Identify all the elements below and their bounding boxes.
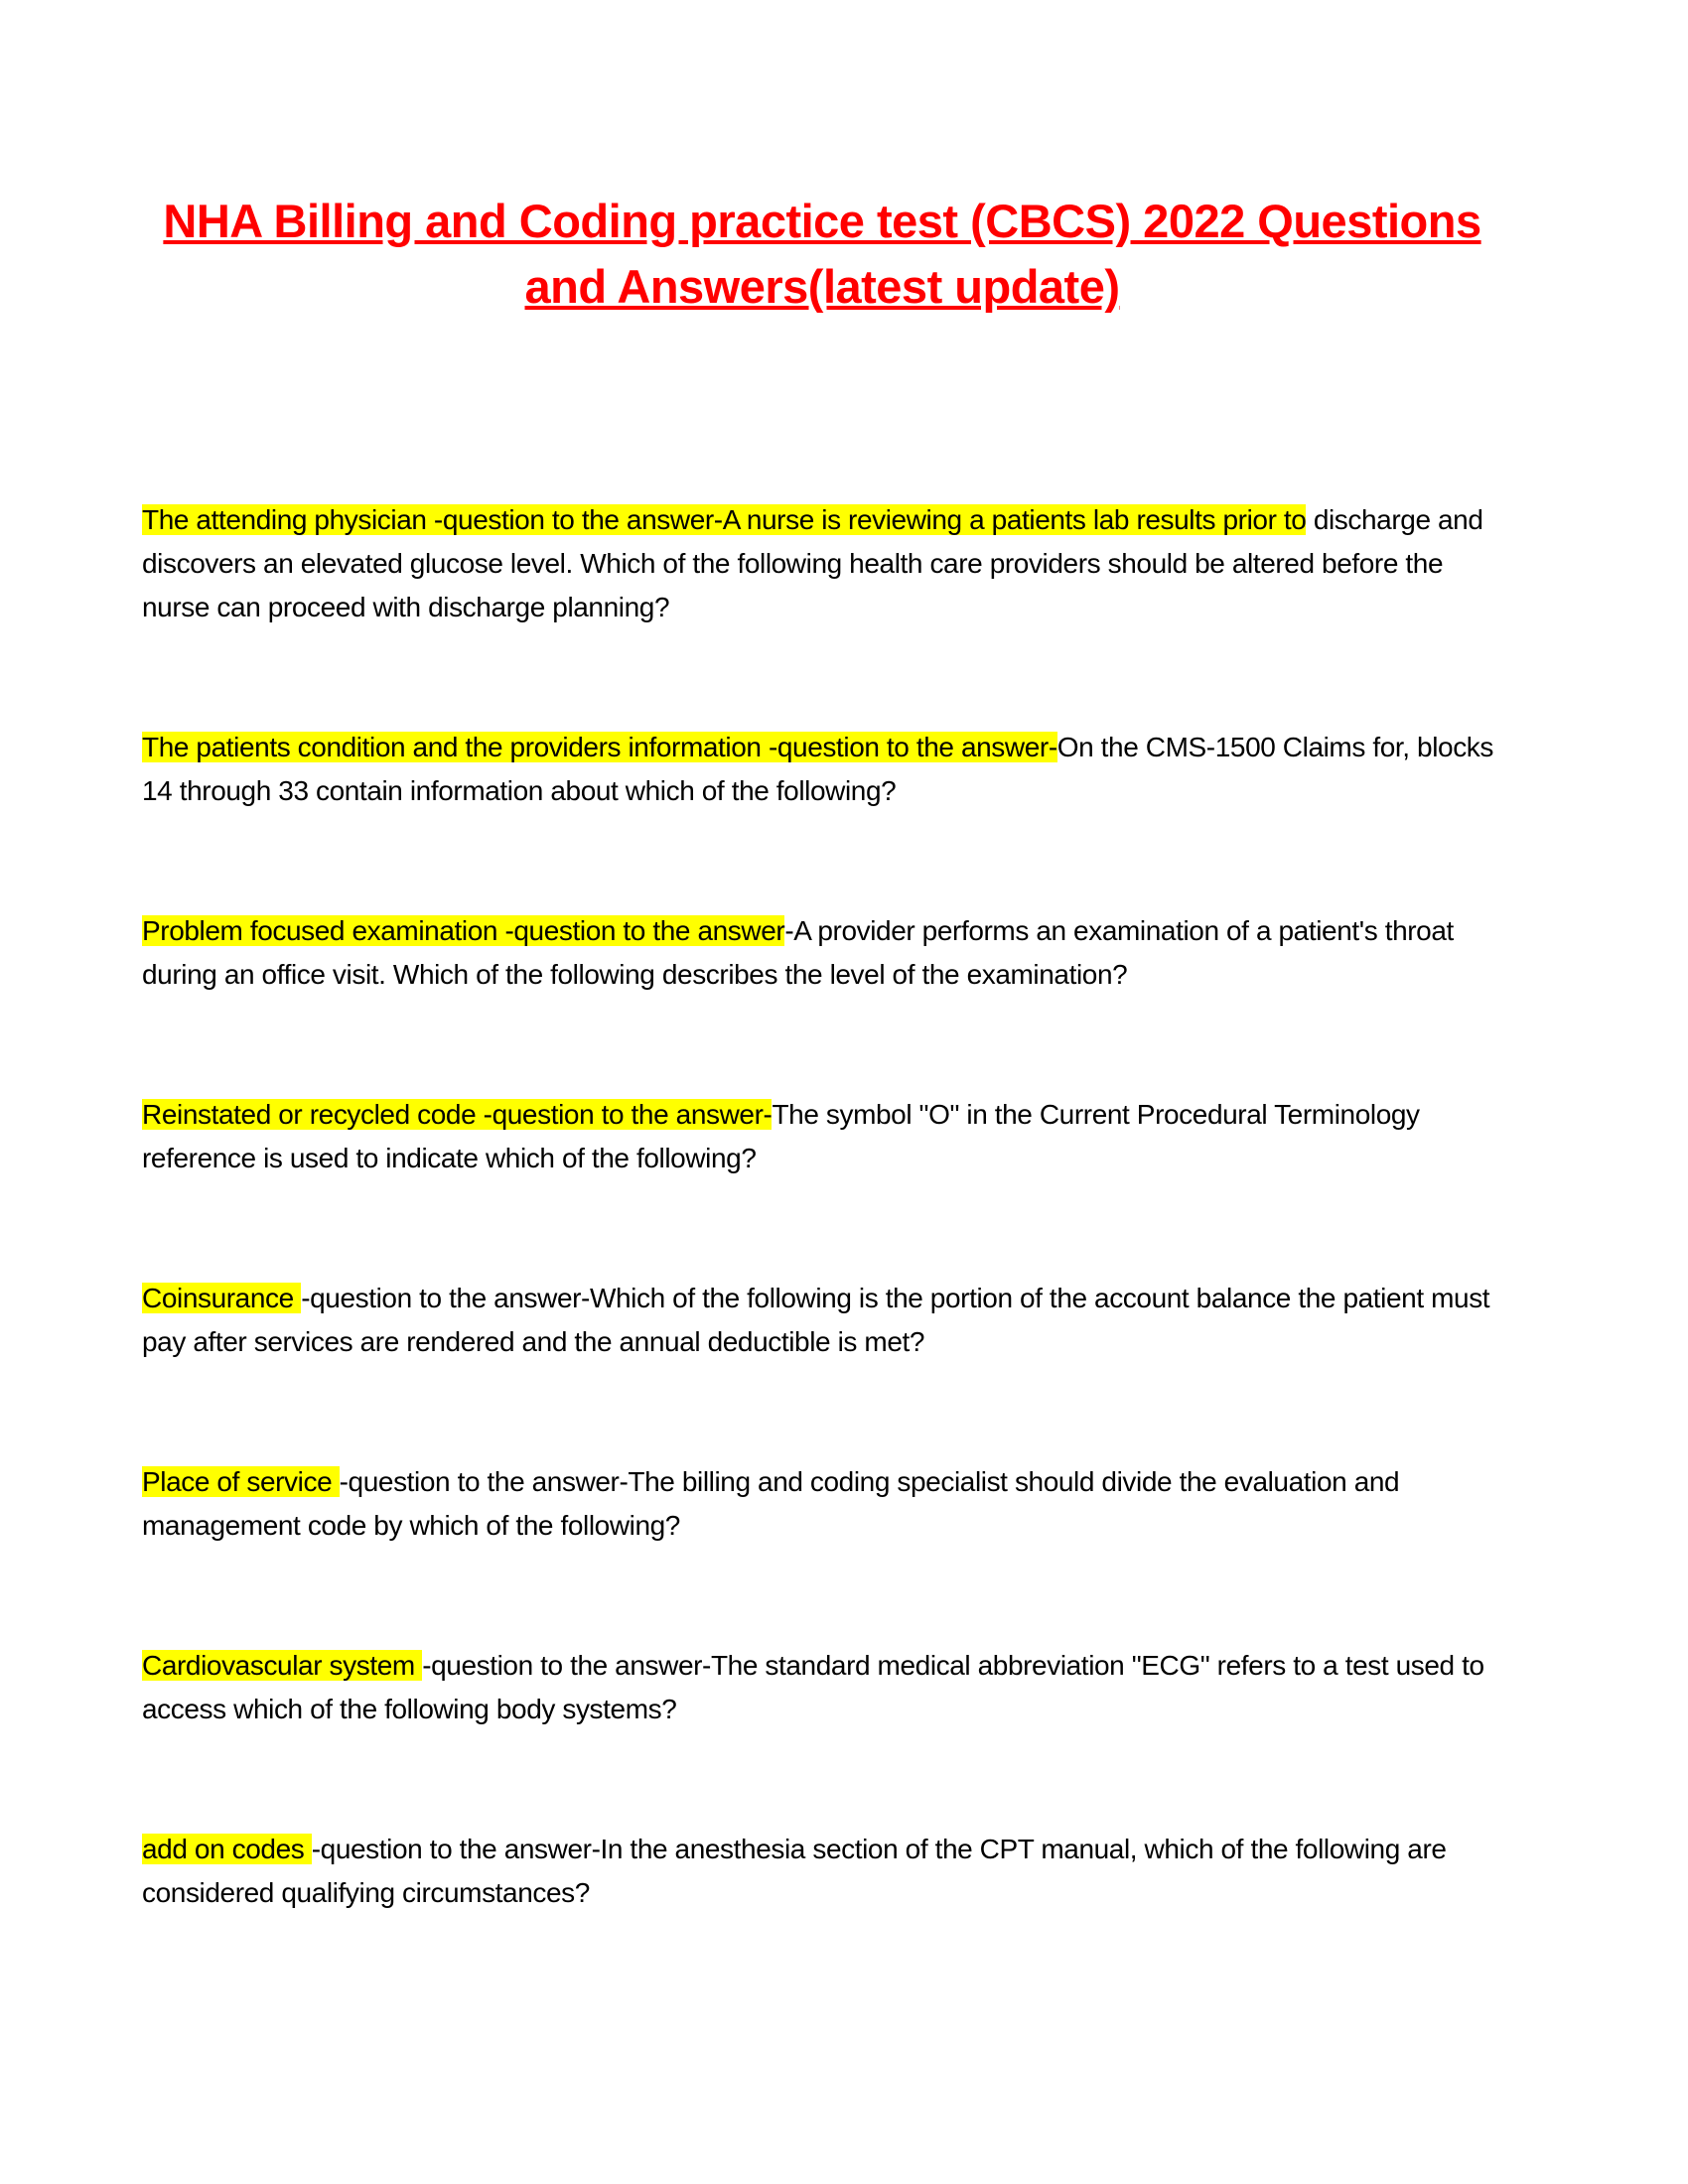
qa-paragraph (142, 1093, 1502, 1180)
qa-question-text: -question to the answer-Which of the following is the portion of the account balance the patient must pay after services are rendered and the annual deductible is met? (142, 1283, 1490, 1357)
qa-question-text: -question to the answer-In the anesthesia section of the CPT manual, which of the following are considered qualifying circumstances? (142, 1834, 1447, 1908)
qa-paragraph (142, 726, 1502, 813)
document-title (142, 189, 1502, 320)
qa-paragraph (142, 909, 1502, 997)
qa-highlighted-answer: The attending physician -question to the answer-A nurse is reviewing a patients lab results prior to (142, 504, 1307, 535)
qa-highlighted-answer: Problem focused examination -question to the answer (142, 915, 785, 946)
qa-highlighted-answer: The patients condition and the providers information -question to the answer- (142, 732, 1057, 762)
qa-highlighted-answer: Reinstated or recycled code -question to the answer- (142, 1099, 773, 1130)
qa-question-text: -question to the answer-The standard medical abbreviation "ECG" refers to a test used to access which of the following body systems? (142, 1650, 1484, 1724)
qa-paragraph (142, 1644, 1502, 1731)
qa-paragraph (142, 1277, 1502, 1364)
qa-question-text: -question to the answer-The billing and coding specialist should divide the evaluation and management code by which of the following? (142, 1466, 1400, 1541)
qa-paragraph (142, 1828, 1502, 1915)
title-line-1: NHA Billing and Coding practice test (CBCS) 2022 Questions (163, 195, 1481, 247)
qa-question-text: The symbol "O" in the Current Procedural Terminology reference is used to indicate which of the following? (142, 1099, 1420, 1173)
qa-highlighted-answer: Cardiovascular system (142, 1650, 423, 1681)
qa-highlighted-answer: Place of service (142, 1466, 340, 1497)
qa-highlighted-answer: add on codes (142, 1834, 312, 1864)
qa-question-text: discharge and discovers an elevated glucose level. Which of the following health care providers should be altered before the nurse can proceed with discharge planning? (142, 504, 1483, 622)
qa-question-text: -A provider performs an examination of a patient's throat during an office visit. Which of the following describes the level of the examination? (142, 915, 1454, 990)
qa-highlighted-answer: Coinsurance (142, 1283, 302, 1313)
qa-paragraph (142, 498, 1502, 629)
qa-question-text: On the CMS-1500 Claims for, blocks 14 through 33 contain information about which of the following? (142, 732, 1493, 806)
qa-paragraph (142, 1460, 1502, 1548)
qa-list (142, 498, 1502, 1915)
title-line-2: and Answers(latest update) (524, 260, 1120, 313)
